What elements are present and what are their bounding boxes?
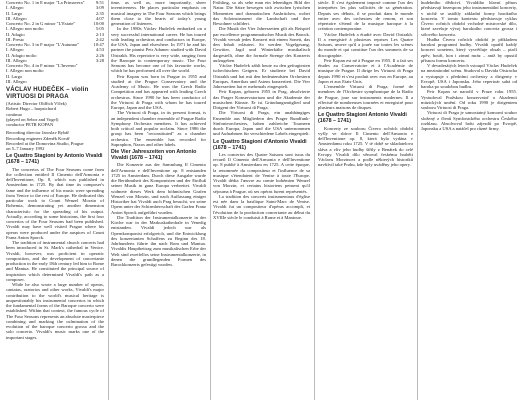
body-paragraph: Petr Kopan was born in Prague in 1955 and studied at the Prague Conservatory and the Academy of Music. He won the Czech Radio Competition and has appeared with leading Czech orchestras. Since 1990 he has been conductor of the Virtuosi di Praga with whom he has toured Europe, Japan and the USA. xyxy=(111,73,206,110)
body-paragraph: While he also wrote a large number of operas, cantatas, oratorios and other works, Vivaldi's major contribution to the world's musical heritage is unquestionably his instrumental concertos in which the fundamental forms of the Baroque concerto were established. Within that context, the famous cycle of The Four Seasons represents an absolute masterpiece combining and marking the culmination of the evolution of the baroque concerto grosso and the solo concerto. Vivaldi's music marks one of the important stages. xyxy=(6,282,104,340)
body-paragraph: L'ensemble Virtuosi di Praga, formé de membres de l'Orchestre symphonique de la Radio de Prague, joue sur instruments modernes. Il a effectué de nombreuses tournées et enregistré pour plusieurs maisons de disques. xyxy=(318,84,413,110)
track-title: III. Allegro xyxy=(6,15,27,21)
body-paragraph: Petr Kopan, geboren 1955 in Prag, absolvierte das Prager Konservatorium und die Akademie der musischen Künste. Er ist Gründungsmitglied und Dirigent der Virtuosi di Praga. xyxy=(213,89,310,110)
performer-soloist: VÁCLAV HUDEČEK – violin xyxy=(6,87,89,93)
track-title: I. Allegro xyxy=(6,47,24,53)
track-title: Concerto No. 3 in F major "L'Autunno" xyxy=(6,42,80,47)
body-paragraph: Virtuosi di Praga je samostatný komorní soubor složený z členů Symfonického orchestru Českého rozhlasu. Absolvoval řadu zájezdů po Evropě, Japonsku a USA a natáčel pro různé firmy. xyxy=(421,110,517,131)
body-paragraph: Frühling, so als sehe man ein lebendiges Bild der Natur. Die Sätze bewegen sich zwischen lyrischen Momenten und dramatischen Ausbrüchen, wobei das Soloinstrument die Landschaft und ihre Bewohner schildert. xyxy=(213,0,310,26)
body-paragraph: Die Konzerte aus der Sammlung Il Cimento dell'Armonia e dell'Inventione op. 8 entstanden 1725 in Amsterdam. Durch diese Ausgabe wurde die Berühmtheit des Komponisten und der Einfluß seiner Musik in ganz Europa verbreitet. Vivaldi widmete dieses Werk dem böhmischen Grafen Wenzel von Morzin, und nach Auffassung einiger Historiker hat Vivaldi auch Prag besucht, wo seine Opern unter der Schirmherrschaft des Grafen Franz Anton Sporck aufgeführt wurden. xyxy=(111,162,206,215)
column-divider xyxy=(210,0,211,400)
track-title: III. Presto xyxy=(6,36,25,42)
track-time: 2:13 xyxy=(95,31,104,37)
track-title: Concerto No. 2 in G minor "L'Estate" xyxy=(6,21,76,26)
body-paragraph: Die Musik der Vier Jahreszeiten gilt als Beispiel par excellence programmatischer Musik des Barock. Vivaldi versah jedes Konzert mit einem Sonett, das den Inhalt erläutert. So werden Vogelgesang, Gewitter, Jagd und Winterkälte musikalisch dargestellt, ohne die formale Strenge des Konzerts aufzugeben. xyxy=(213,26,310,63)
track-title: I. Allegro non molto xyxy=(6,68,44,74)
track-time: 2:35 xyxy=(95,10,104,16)
track-time: 5:05 xyxy=(95,26,104,32)
track-title: Concerto No. 4 in F minor "L'Inverno" xyxy=(6,63,78,68)
performer-ensemble: VIRTUOSI DI PRAGA xyxy=(6,94,69,100)
body-paragraph: V devadesátých letech vstoupil Václav Hudeček na mezinárodní scénu. Studoval u Davida Oistracha a vystupuje s předními orchestry a dirigenty v Evropě, USA i Japonsku. Jeho repertoár sahá od baroka po soudobou hudbu. xyxy=(421,63,517,89)
track-list xyxy=(6,0,104,84)
track-time: 2:42 xyxy=(95,36,104,42)
body-paragraph: Petr Kopan se narodil v Praze roku 1955. Vystudoval Pražskou konzervatoř a Akademii múzických umění. Od roku 1990 je dirigentem souboru Virtuosi di Praga. xyxy=(421,89,517,110)
track-title: II. Adagio molto xyxy=(6,52,37,58)
body-paragraph: Les concertos des Quatre Saisons sont issus du recueil Il Cimento dell'Armonia e dell'Inventione op. 8 publié à Amsterdam en 1725. A cette époque, la renommée du compositeur et l'influence de sa musique s'étendaient de Venise à toute l'Europe. Vivaldi dédia l'œuvre au comte bohémien Wenzel von Morzin, et certains historiens pensent qu'il séjourna à Prague, où ses opéras furent représentés. xyxy=(213,151,310,194)
track-title: II. Largo xyxy=(6,10,23,16)
track-time: 10:47 xyxy=(93,42,104,47)
column-english-german xyxy=(111,0,206,400)
track-title: II. Largo xyxy=(6,73,23,79)
performer-block xyxy=(6,87,104,127)
body-paragraph: The Virtuosi di Praga, in its present format, is an independent chamber ensemble of Prague Radio Symphony Orchestra members. It has achieved both critical and popular acclaim. Since 1986 the group has been "reconstituted" as a chamber orchestra. The ensemble has recorded for Supraphon, Naxos and other labels. xyxy=(111,110,206,147)
column-french-czech xyxy=(318,0,413,400)
track-title: I. Allegro xyxy=(6,5,24,11)
body-paragraph: Hudba Čtvera ročních období je příkladem barokní programní hudby. Vivaldi opatřil každý koncert sonetem, který vysvětluje obsah – ptačí zpěv, bouři, hon i zimní mráz – aniž by opustil přísnou formu koncertu. xyxy=(421,36,517,63)
track-title: Concerto No. 1 in E major "La Primavera" xyxy=(6,0,85,5)
section-heading: Le Quattro Stagioni by Antonio Vivaldi (1678 – 1741) xyxy=(6,153,103,166)
track-title: III. Allegro xyxy=(6,78,27,84)
performer-line: (played on Sebor and Vogel) xyxy=(6,116,59,122)
credit-line: on 5–7 January 1992 xyxy=(6,146,45,151)
track-time: 3:28 xyxy=(95,57,104,63)
body-paragraph: The concertos of The Four Seasons come from the collection entitled Il Cimento dell'Armonia e dell'Inventione, Op. 8, which was published in Amsterdam in 1725. By that time its composer's fame and the influence of his music were spreading from Venice to the rest of Europe. He dedicated this particular work to Count Wenzel Morzin of Bohemia, demonstrating yet another dimension characteristic for the spreading of his output. Actually, according to some historians, the first four concertos of the Four Seasons had been published. Vivaldi may have well visited Prague where his operas were produced under the auspices of Count Franz Anton Sporck. xyxy=(6,166,104,240)
track-time: 10:00 xyxy=(93,21,104,26)
body-paragraph: La tradition des concerts instrumentaux d'église est née dans la basilique Saint-Marc de Venise. Vivaldi fut un compositeur d'opéras accompli, et l'évolution de la production concertante au début du XVIIIe siècle le conduisit à Rome et à Mantoue. xyxy=(213,193,310,220)
column-english xyxy=(6,0,104,400)
section-heading: Le Quattro Stagioni Antonio Vivaldi (1678 – 1741) xyxy=(318,112,407,125)
body-paragraph: Koncerty ze souboru Čtvero ročních období vyšly ve sbírce Il Cimento dell'Armonia e dell'Inventione op. 8, která byla vydána v Amsterdamu roku 1725. V té době se skladatelova sláva a vliv jeho hudby šířily z Benátek do celé Evropy. Vivaldi dílo věnoval českému hraběti Václavu Morzinovi a podle některých historiků navštívil také Prahu, kde byly uváděny jeho opery. xyxy=(318,125,413,168)
performer-line: conductor PETR KOPAN xyxy=(6,122,54,127)
recording-credits xyxy=(6,130,104,151)
performer-line: Robert Hugo – harpsichord xyxy=(6,106,57,112)
track-title: III. Allegro xyxy=(6,57,27,63)
body-paragraph: In the 1980s Václav Hudeček embarked on a very successful international career. He has toured with leading orchestras and conductors in Europe, the USA, Japan and elsewhere. In 1971 he and his partner the pianist Petr Adamec studied with David Oistrakh. His repertoire is very wide, ranging from the Baroque to contemporary music. The Four Seasons has become one of his favourite works, which he has performed all over the world. xyxy=(111,26,206,74)
section-heading: Le Quattro Stagioni d'Antonio Vivaldi (1678 – 1741) xyxy=(213,138,307,151)
credit-line: Recorded at the Domovina Studio, Prague xyxy=(6,140,84,146)
column-divider xyxy=(108,0,109,400)
body-paragraph: Václav Hudeček a étudié avec David Oistrakh. Il a enregistré à plusieurs reprises Les Quatre Saisons, œuvre qu'il a jouée sur toutes les scènes du monde et qui constitue l'un des sommets de sa discographie. xyxy=(318,31,413,58)
credit-line: Recording director Jaroslav Rybář xyxy=(6,130,69,136)
body-paragraph: Petr Kopan est né à Prague en 1955. Il a fait ses études au Conservatoire et à l'Académie de musique de Prague. Il dirige les Virtuosi di Praga depuis 1990 et s'est produit avec eux en Europe, au Japon et aux Etats-Unis. xyxy=(318,57,413,84)
body-paragraph: siècle. Il s'est également imposé comme l'un des interprètes les plus sollicités de sa génération. Depuis ses débuts, il se produit dans le monde entier avec des orchestres de renom, et son répertoire s'étend de la musique baroque à la création contemporaine. xyxy=(318,0,413,32)
body-paragraph: Die Tradition der Instrumentalkonzerte in der Kirche war in der Markuskathedrale in Venedig entstanden. Vivaldi jedoch war als Opernkomponist erfolgreich, und die Entwicklung des konzertanten Schaffens zu Beginn des 18. Jahrhunderts führte ihn nach Rom und Mantua. Vivaldis Hauptbeitrag zum musikalischen Erbe der Welt sind zweifellos seine Instrumentalkonzerte, in denen die grundlegenden Formen des Barockkonzerts gefestigt wurden. xyxy=(111,214,206,268)
credit-line: Recording engineer Zdeněk Kovář xyxy=(6,135,70,141)
column-divider xyxy=(417,0,418,400)
body-paragraph: time, as well as, more importantly, sheer inventiveness. He places particular emphasis on musical imagery in The Four Seasons which brings them close to the hearts of today's young generation of listeners. xyxy=(111,0,206,26)
track-row xyxy=(6,79,104,84)
track-time: 3:09 xyxy=(95,5,104,11)
body-paragraph: Die Virtuosi di Praga, ein unabhängiges Ensemble aus Mitgliedern des Prager Rundfunk-Sinfonieorchesters, haben zahlreiche Tourneen durch Europa, Japan und die USA unternommen und Aufnahmen für verschiedene Labels eingespielt. xyxy=(213,110,310,137)
track-time: 9:51 xyxy=(95,0,104,5)
track-time: 4:53 xyxy=(95,47,104,53)
column-czech xyxy=(421,0,517,400)
track-time: 4:07 xyxy=(95,15,104,21)
performer-line: (Artistic Director Oldřich Vlček) xyxy=(6,101,67,106)
track-time: 2:26 xyxy=(95,52,104,58)
body-paragraph: The tradition of instrumental church concerts had been introduced in St. Mark's cathedral in Venice. Vivaldi, however, was proficient in operatic composition, and the development of concertante production in the early 18th century led him to Rome and Mantua. He constituted the principal source of inspiration which determined Vivaldi's path as a composer. xyxy=(6,240,104,282)
track-title: I. Allegro non molto xyxy=(6,26,44,32)
body-paragraph: hudebního dědictví. Vivaldiho hlavní přínos představují bezesporu jeho instrumentální koncerty, v nichž se ustálily základní formy barokního koncertu. V tomto kontextu představuje cyklus Čtvero ročních období vrcholné mistrovské dílo, které završuje vývoj barokního concerta grossa i sólového koncertu. xyxy=(421,0,517,37)
column-divider xyxy=(314,0,315,400)
track-title: II. Adagio xyxy=(6,31,25,37)
column-german-french xyxy=(213,0,310,400)
performer-line: continuo xyxy=(6,111,23,117)
body-paragraph: Václav Hudeček zählt heute zu den gefragtesten tschechischen Geigern. Er studierte bei David Oistrakh und hat mit den bedeutendsten Orchestern Europas, Amerikas und Asiens konzertiert. Die Vier Jahreszeiten hat er mehrmals eingespielt. xyxy=(213,63,310,89)
section-heading: Die Vier Jahreszeiten von Antonio Vivaldi (1678 – 1741) xyxy=(111,149,197,162)
